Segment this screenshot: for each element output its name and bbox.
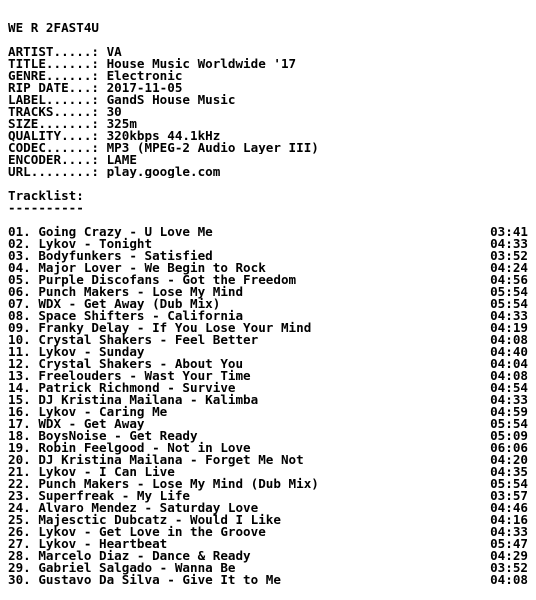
track-duration: 05:09 xyxy=(490,428,528,443)
track-title: Marcelo Diaz - Dance & Ready xyxy=(38,548,251,563)
tracklist-underline: ---------- xyxy=(8,202,84,214)
info-key: RIP DATE... xyxy=(8,82,92,94)
info-separator: : xyxy=(91,70,107,82)
info-key: SIZE....... xyxy=(8,118,92,130)
track-number: 23. xyxy=(8,488,31,503)
track-duration: 04:33 xyxy=(490,392,528,407)
info-row xyxy=(8,106,528,118)
track-duration: 05:47 xyxy=(490,536,528,551)
info-value: 30 xyxy=(106,106,122,118)
info-separator: : xyxy=(91,94,107,106)
info-value: MP3 (MPEG-2 Audio Layer III) xyxy=(106,142,319,154)
track-number: 27. xyxy=(8,536,31,551)
track-duration: 04:19 xyxy=(490,320,528,335)
track-number: 15. xyxy=(8,392,31,407)
track-title: Major Lover - We Begin to Rock xyxy=(38,260,266,275)
track-title: Going Crazy - U Love Me xyxy=(38,224,213,239)
track-number: 11. xyxy=(8,344,31,359)
track-title: WDX - Get Away xyxy=(38,416,145,431)
track-number: 28. xyxy=(8,548,31,563)
info-separator: : xyxy=(91,82,107,94)
track-number: 13. xyxy=(8,368,31,383)
track-title: Alvaro Mendez - Saturday Love xyxy=(38,500,259,515)
track-title: Superfreak - My Life xyxy=(38,488,190,503)
track-duration: 04:33 xyxy=(490,308,528,323)
info-row xyxy=(8,82,528,94)
info-row xyxy=(8,154,528,166)
track-number: 06. xyxy=(8,284,31,299)
track-duration: 04:29 xyxy=(490,548,528,563)
track-duration: 03:41 xyxy=(490,224,528,239)
track-title: Gabriel Salgado - Wanna Be xyxy=(38,560,236,575)
track-number: 21. xyxy=(8,464,31,479)
info-separator: : xyxy=(91,118,107,130)
track-title: WDX - Get Away (Dub Mix) xyxy=(38,296,221,311)
info-separator: : xyxy=(91,166,107,178)
tracklist xyxy=(8,226,528,586)
track-duration: 04:24 xyxy=(490,260,528,275)
info-separator: : xyxy=(91,154,107,166)
track-title: Lykov - Tonight xyxy=(38,236,153,251)
info-key: URL........ xyxy=(8,166,92,178)
track-title: Lykov - Caring Me xyxy=(38,404,168,419)
info-value: 325m xyxy=(106,118,137,130)
release-info xyxy=(8,46,528,178)
info-separator: : xyxy=(91,142,107,154)
track-number: 26. xyxy=(8,524,31,539)
track-title: Bodyfunkers - Satisfied xyxy=(38,248,213,263)
track-title: Punch Makers - Lose My Mind xyxy=(38,284,244,299)
track-duration: 04:04 xyxy=(490,356,528,371)
info-row xyxy=(8,94,528,106)
release-header: WE R 2FAST4U xyxy=(8,22,99,34)
info-value: House Music Worldwide '17 xyxy=(106,58,297,70)
track-title: Gustavo Da Silva - Give It to Me xyxy=(38,572,281,587)
info-value: GandS House Music xyxy=(106,94,236,106)
track-number: 20. xyxy=(8,452,31,467)
info-row xyxy=(8,70,528,82)
info-key: QUALITY.... xyxy=(8,130,92,142)
track-number: 08. xyxy=(8,308,31,323)
info-row xyxy=(8,130,528,142)
track-duration: 04:08 xyxy=(490,368,528,383)
info-row xyxy=(8,118,528,130)
track-title: BoysNoise - Get Ready xyxy=(38,428,198,443)
track-number: 16. xyxy=(8,404,31,419)
info-key: CODEC...... xyxy=(8,142,92,154)
track-title: Punch Makers - Lose My Mind (Dub Mix) xyxy=(38,476,319,491)
info-key: GENRE...... xyxy=(8,70,92,82)
track-duration: 04:08 xyxy=(490,332,528,347)
track-duration: 04:08 xyxy=(490,572,528,587)
track-title: Lykov - Heartbeat xyxy=(38,536,168,551)
track-duration: 04:20 xyxy=(490,452,528,467)
track-title: Freelouders - Wast Your Time xyxy=(38,368,251,383)
info-value: 2017-11-05 xyxy=(106,82,183,94)
track-title: Purple Discofans - Got the Freedom xyxy=(38,272,297,287)
track-duration: 03:57 xyxy=(490,488,528,503)
track-number: 17. xyxy=(8,416,31,431)
track-duration: 05:54 xyxy=(490,416,528,431)
track-number: 30. xyxy=(8,572,31,587)
blank-line xyxy=(8,178,528,190)
track-entry xyxy=(8,574,281,586)
info-key: TITLE...... xyxy=(8,58,92,70)
track-number: 04. xyxy=(8,260,31,275)
track-number: 24. xyxy=(8,500,31,515)
track-title: Majesctic Dubcatz - Would I Like xyxy=(38,512,281,527)
info-row xyxy=(8,142,528,154)
track-duration: 04:33 xyxy=(490,524,528,539)
track-number: 19. xyxy=(8,440,31,455)
track-title: DJ Kristina Mailana - Forget Me Not xyxy=(38,452,304,467)
track-duration: 04:40 xyxy=(490,344,528,359)
track-title: Robin Feelgood - Not in Love xyxy=(38,440,251,455)
track-duration: 04:54 xyxy=(490,380,528,395)
track-title: Crystal Shakers - Feel Better xyxy=(38,332,259,347)
track-title: Franky Delay - If You Lose Your Mind xyxy=(38,320,312,335)
track-title: Lykov - Sunday xyxy=(38,344,145,359)
track-number: 09. xyxy=(8,320,31,335)
track-duration: 03:52 xyxy=(490,248,528,263)
track-number: 03. xyxy=(8,248,31,263)
track-number: 07. xyxy=(8,296,31,311)
track-title: Patrick Richmond - Survive xyxy=(38,380,236,395)
info-row xyxy=(8,58,528,70)
track-title: Lykov - Get Love in the Groove xyxy=(38,524,266,539)
info-value: Electronic xyxy=(106,70,183,82)
track-duration: 04:33 xyxy=(490,236,528,251)
track-number: 10. xyxy=(8,332,31,347)
track-duration: 06:06 xyxy=(490,440,528,455)
info-row xyxy=(8,166,528,178)
track-title: Crystal Shakers - About You xyxy=(38,356,244,371)
info-separator: : xyxy=(91,46,107,58)
track-duration: 04:56 xyxy=(490,272,528,287)
info-value: 320kbps 44.1kHz xyxy=(106,130,221,142)
track-number: 25. xyxy=(8,512,31,527)
track-duration: 05:54 xyxy=(490,476,528,491)
info-key: LABEL...... xyxy=(8,94,92,106)
track-number: 01. xyxy=(8,224,31,239)
info-row xyxy=(8,46,528,58)
info-key: ARTIST..... xyxy=(8,46,92,58)
track-title: Lykov - I Can Live xyxy=(38,464,175,479)
track-number: 29. xyxy=(8,560,31,575)
blank-line xyxy=(8,34,528,46)
track-duration: 04:59 xyxy=(490,404,528,419)
tracklist-title: Tracklist: xyxy=(8,190,84,202)
info-separator: : xyxy=(91,106,107,118)
info-value: VA xyxy=(106,46,122,58)
track-row xyxy=(8,574,528,586)
info-value: LAME xyxy=(106,154,137,166)
track-duration: 05:54 xyxy=(490,284,528,299)
info-value: play.google.com xyxy=(106,166,221,178)
nfo-document xyxy=(8,22,528,586)
info-key: ENCODER.... xyxy=(8,154,92,166)
track-duration: 04:16 xyxy=(490,512,528,527)
info-separator: : xyxy=(91,58,107,70)
track-title: DJ Kristina Mailana - Kalimba xyxy=(38,392,259,407)
track-duration: 04:35 xyxy=(490,464,528,479)
track-title: Space Shifters - California xyxy=(38,308,244,323)
track-number: 18. xyxy=(8,428,31,443)
track-number: 22. xyxy=(8,476,31,491)
info-separator: : xyxy=(91,130,107,142)
info-key: TRACKS..... xyxy=(8,106,92,118)
track-number: 02. xyxy=(8,236,31,251)
track-duration: 03:52 xyxy=(490,560,528,575)
track-duration: 05:54 xyxy=(490,296,528,311)
track-number: 05. xyxy=(8,272,31,287)
track-duration: 04:46 xyxy=(490,500,528,515)
track-number: 14. xyxy=(8,380,31,395)
track-number: 12. xyxy=(8,356,31,371)
